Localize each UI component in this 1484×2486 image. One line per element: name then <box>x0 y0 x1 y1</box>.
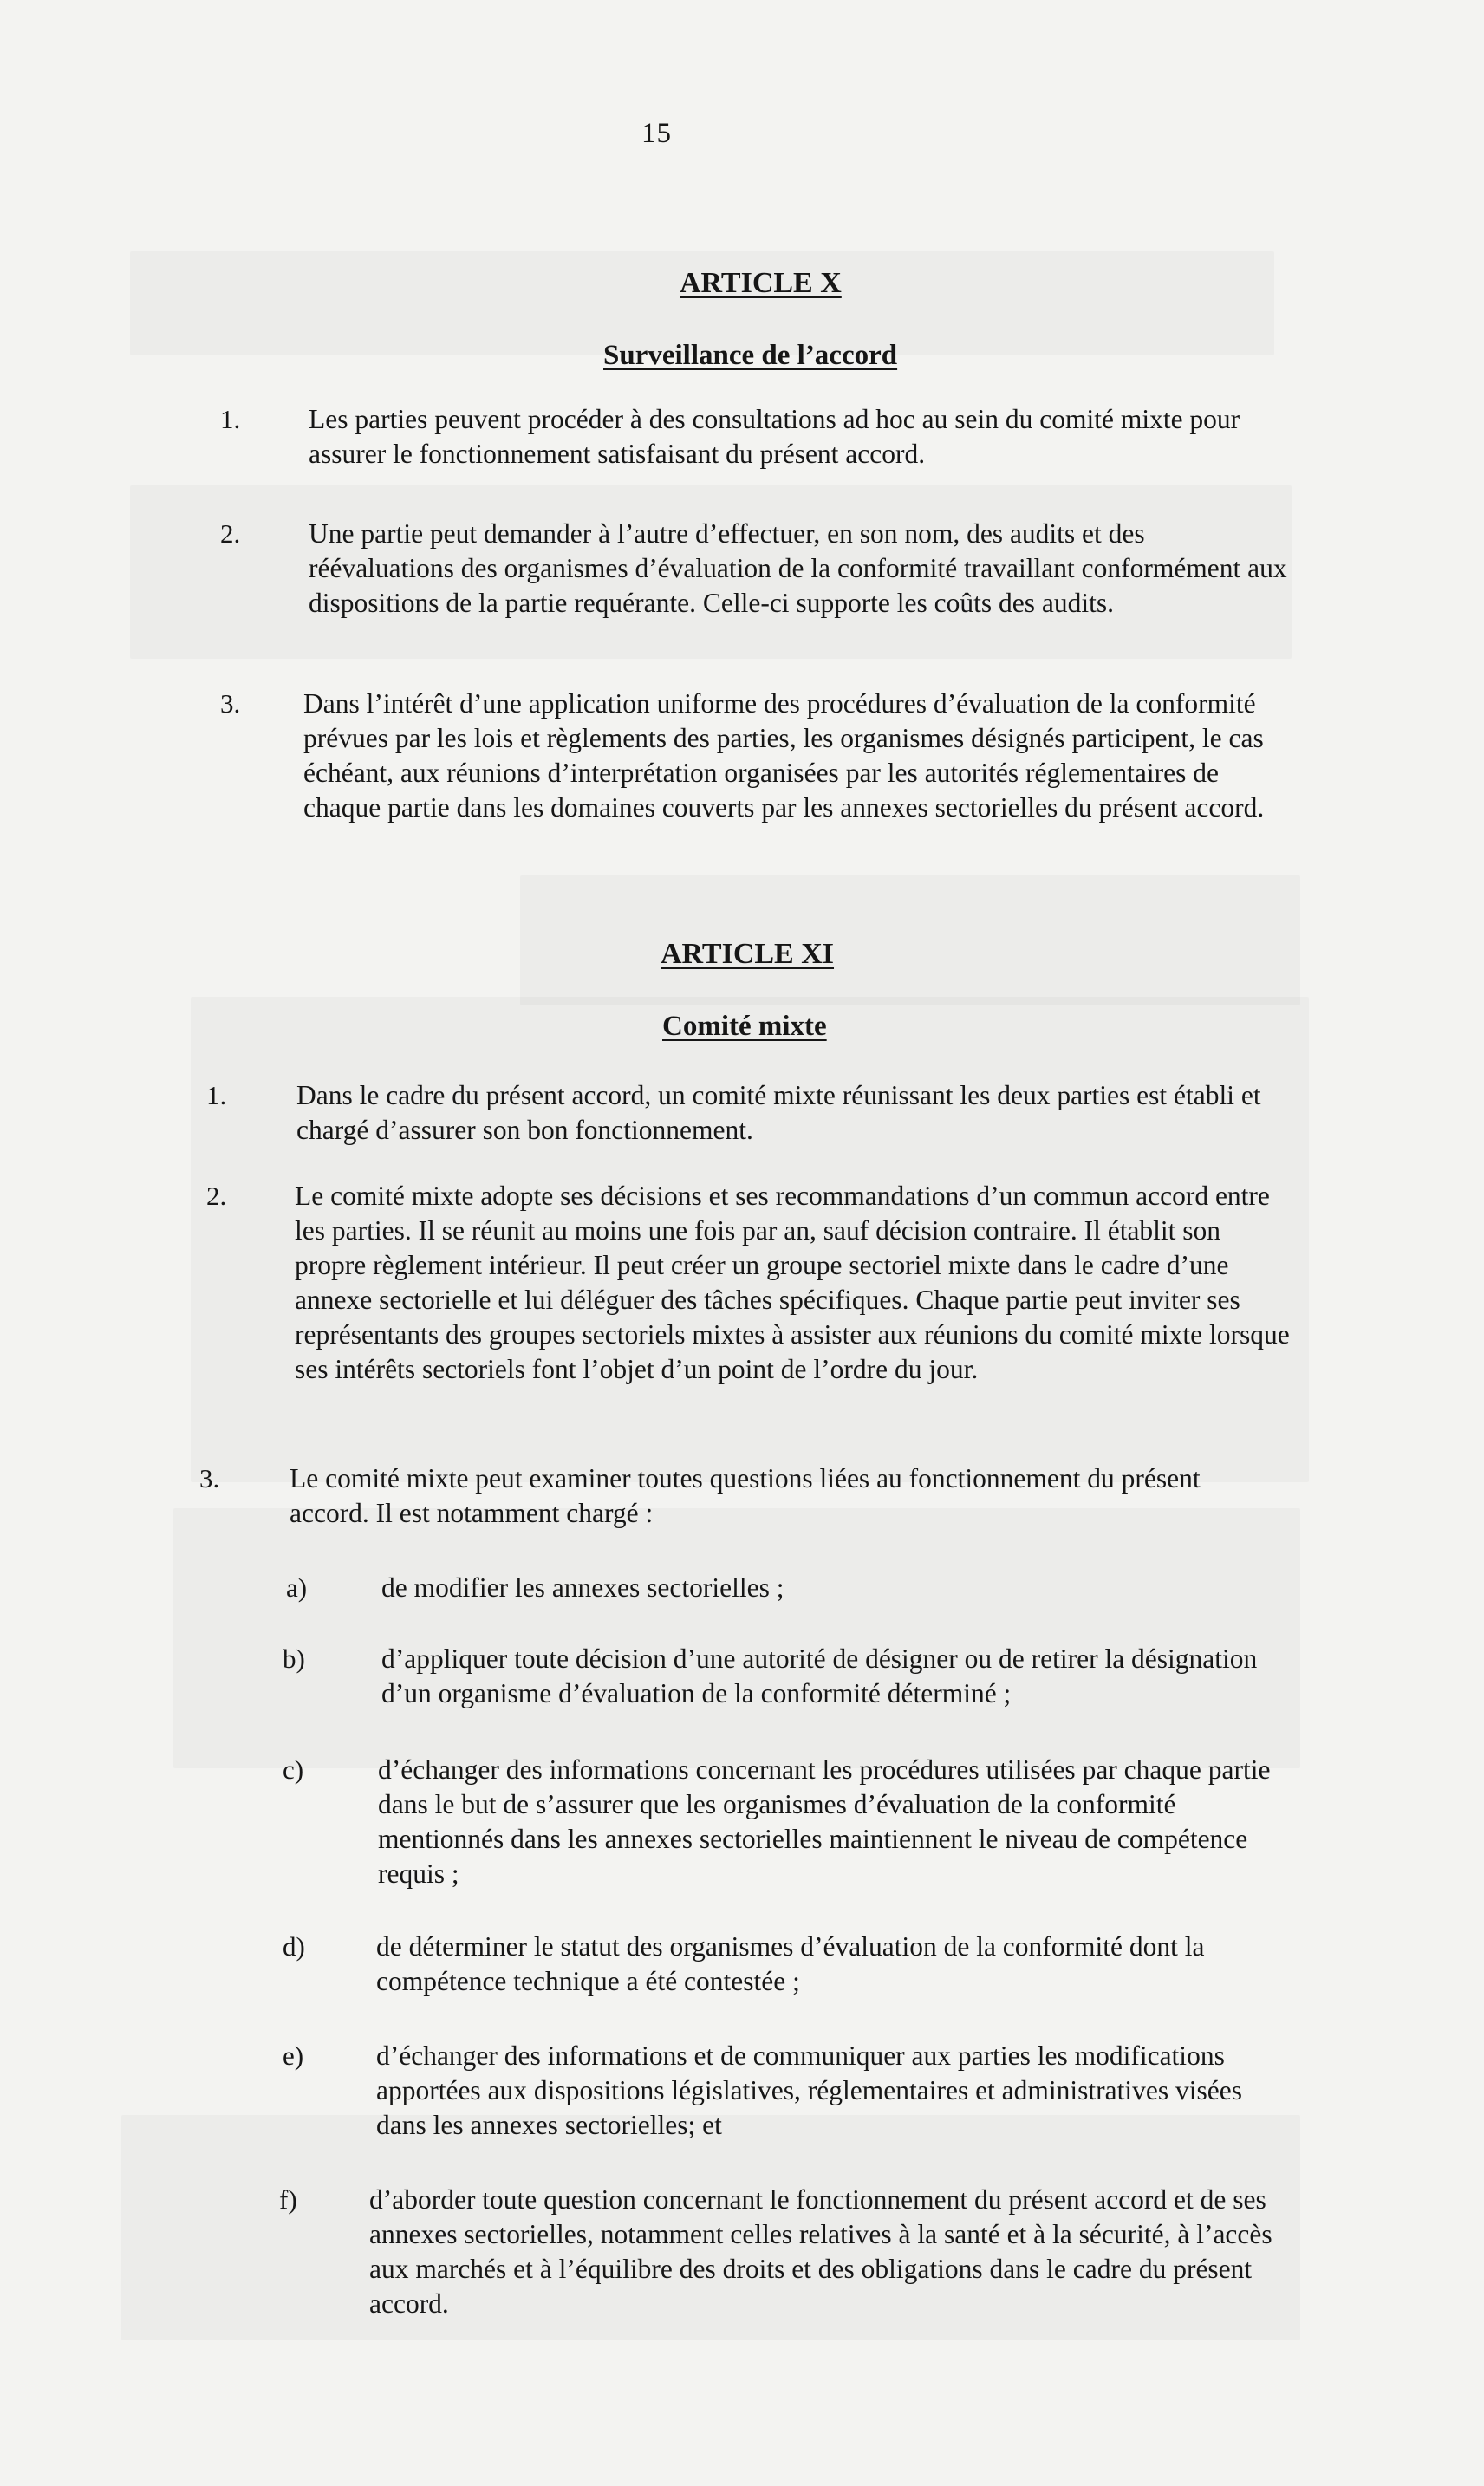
item-text: d’échanger des informations et de communiquer aux parties les modifications apportées aux dispositions législatives, réglementaires et administratives visées dans les annexes sectorielles; et <box>376 2040 1243 2140</box>
item-text: de modifier les annexes sectorielles ; <box>381 1572 784 1603</box>
item-text: d’aborder toute question concernant le fonctionnement du présent accord et de ses annexes sectorielles, notamment celles relatives à la santé et à la sécurité, à l’accès aux marchés et à l’équilibre des droits et des obligations dans le cadre du présent accord. <box>369 2184 1272 2319</box>
article-xi-subtitle: Comité mixte <box>662 1011 827 1042</box>
item-letter: f) <box>279 2184 297 2215</box>
bleed-through-shading <box>520 875 1300 1005</box>
paragraph-number: 3. <box>199 1463 220 1494</box>
paragraph-number: 2. <box>206 1181 227 1211</box>
page-number: 15 <box>641 118 672 149</box>
paragraph-number: 1. <box>206 1080 227 1110</box>
paragraph-text: Une partie peut demander à l’autre d’effectuer, en son nom, des audits et des réévaluations des organismes d’évaluation de la conformité travaillant conformément aux dispositions de la partie requérante. Celle-ci supporte les coûts des audits. <box>309 518 1287 618</box>
item-text: de déterminer le statut des organismes d’évaluation de la conformité dont la compétence technique a été contestée ; <box>376 1931 1205 1996</box>
paragraph-number: 3. <box>220 688 241 719</box>
item-text: d’échanger des informations concernant les procédures utilisées par chaque partie dans le but de s’assurer que les organismes d’évaluation de la conformité mentionnés dans les annexes sectorielles maintiennent le niveau de compétence requis ; <box>378 1754 1271 1889</box>
article-xi-title: ARTICLE XI <box>661 938 835 970</box>
item-letter: e) <box>283 2040 304 2071</box>
item-text: d’appliquer toute décision d’une autorité de désigner ou de retirer la désignation d’un organisme d’évaluation de la conformité déterminé ; <box>381 1643 1258 1708</box>
item-letter: b) <box>283 1643 305 1674</box>
paragraph-number: 2. <box>220 518 241 549</box>
paragraph-number: 1. <box>220 404 241 434</box>
item-letter: c) <box>283 1754 304 1785</box>
bleed-through-shading <box>173 1508 1300 1768</box>
article-x-title: ARTICLE X <box>680 267 842 299</box>
paragraph-text: Les parties peuvent procéder à des consultations ad hoc au sein du comité mixte pour assurer le fonctionnement satisfaisant du présent accord. <box>309 404 1240 469</box>
paragraph-text: Le comité mixte adopte ses décisions et ses recommandations d’un commun accord entre les parties. Il se réunit au moins une fois par an, sauf décision contraire. Il établit son propre règlement intérieur. Il peut créer un groupe sectoriel mixte dans le cadre d’une annexe sectorielle et lui déléguer des tâches spécifiques. Chaque partie peut inviter ses représentants des groupes sectoriels mixtes à assister aux réunions du comité mixte lorsque ses intérêts sectoriels font l’objet d’un point de l’ordre du jour. <box>295 1181 1290 1384</box>
paragraph-text: Dans le cadre du présent accord, un comité mixte réunissant les deux parties est établi et chargé d’assurer son bon fonctionnement. <box>296 1080 1261 1145</box>
item-letter: a) <box>286 1572 308 1603</box>
paragraph-text: Le comité mixte peut examiner toutes questions liées au fonctionnement du présent accord. Il est notamment chargé : <box>290 1463 1201 1528</box>
item-letter: d) <box>283 1931 305 1962</box>
paragraph-text: Dans l’intérêt d’une application uniforme des procédures d’évaluation de la conformité prévues par les lois et règlements des parties, les organismes désignés participent, le cas échéant, aux réunions d’interprétation organisées par les autorités réglementaires de chaque partie dans les domaines couverts par les annexes sectorielles du présent accord. <box>303 688 1265 823</box>
article-x-subtitle: Surveillance de l’accord <box>603 340 898 371</box>
